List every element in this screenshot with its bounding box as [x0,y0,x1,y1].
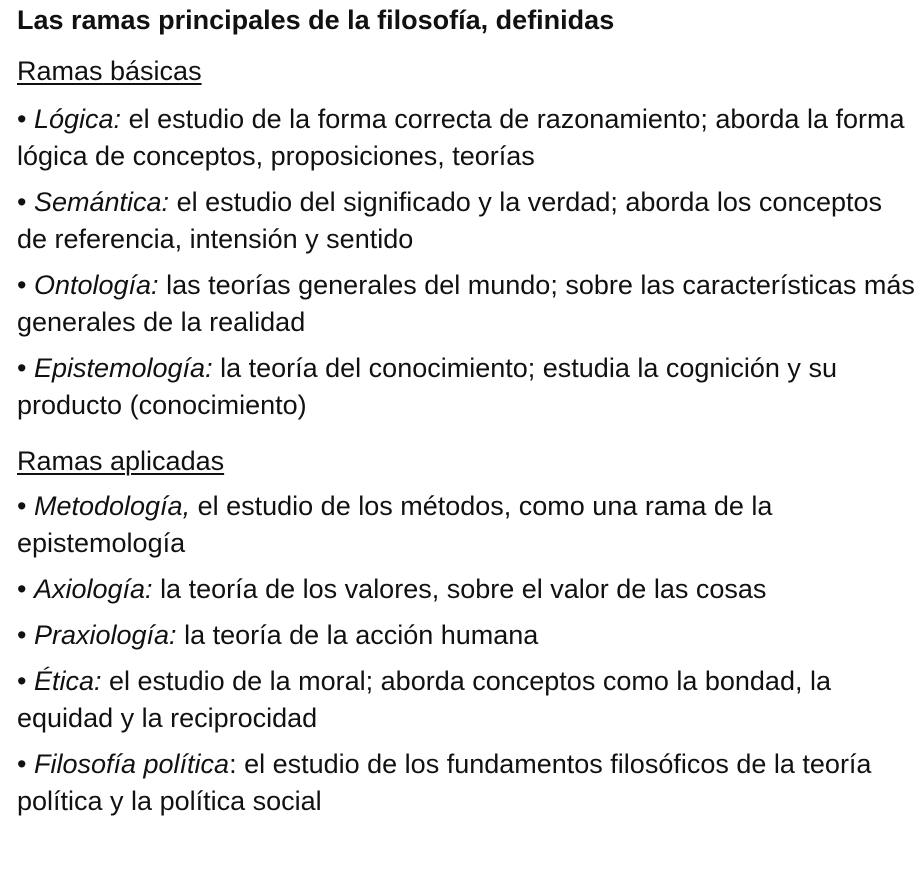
section-heading-basic: Ramas básicas [17,56,202,86]
term-ontology: Ontología: [33,270,159,300]
definition: el estudio de la forma correcta de razonamiento; aborda la forma lógica de conceptos, proposiciones, teorías [17,104,905,171]
definition: : el estudio de los fundamentos filosóficos de la teoría política y la política social [17,749,872,816]
bullet: • [17,620,27,650]
term-political-philosophy: Filosofía política [33,749,230,779]
term-ethics: Ética: [33,666,102,696]
page-title: Las ramas principales de la filosofía, definidas [17,5,615,35]
list-item [17,267,917,341]
list-item [17,746,917,820]
term-methodology: Metodología, [33,491,191,521]
definition: la teoría del conocimiento; estudia la cognición y su producto (conocimiento) [17,353,837,420]
term-axiology: Axiología: [33,574,153,604]
list-item [17,101,917,175]
bullet: • [17,187,27,217]
bullet: • [17,749,27,779]
term-semantics: Semántica: [33,187,170,217]
list-item [17,350,917,424]
definition: la teoría de la acción humana [184,620,539,650]
definition: el estudio de los métodos, como una rama de la epistemología [17,491,773,558]
definition: el estudio del significado y la verdad; aborda los conceptos de referencia, intensión y sentido [17,187,883,254]
bullet: • [17,104,27,134]
basic-branches-list [17,101,924,424]
section-heading-applied: Ramas aplicadas [17,446,225,476]
definition: las teorías generales del mundo; sobre las características más generales de la realidad [17,270,915,337]
bullet: • [17,270,27,300]
bullet: • [17,666,27,696]
bullet: • [17,353,27,383]
bullet: • [17,491,27,521]
term-logic: Lógica: [33,104,122,134]
term-epistemology: Epistemología: [33,353,213,383]
applied-branches-list [17,488,924,820]
definition: el estudio de la moral; aborda conceptos como la bondad, la equidad y la reciprocidad [17,666,831,733]
list-item [17,184,917,258]
bullet: • [17,574,27,604]
list-item [17,663,917,737]
definition: la teoría de los valores, sobre el valor de las cosas [160,574,767,604]
list-item [17,617,917,654]
list-item [17,571,917,608]
list-item [17,488,917,562]
term-praxeology: Praxiología: [33,620,177,650]
document-page [0,3,924,877]
